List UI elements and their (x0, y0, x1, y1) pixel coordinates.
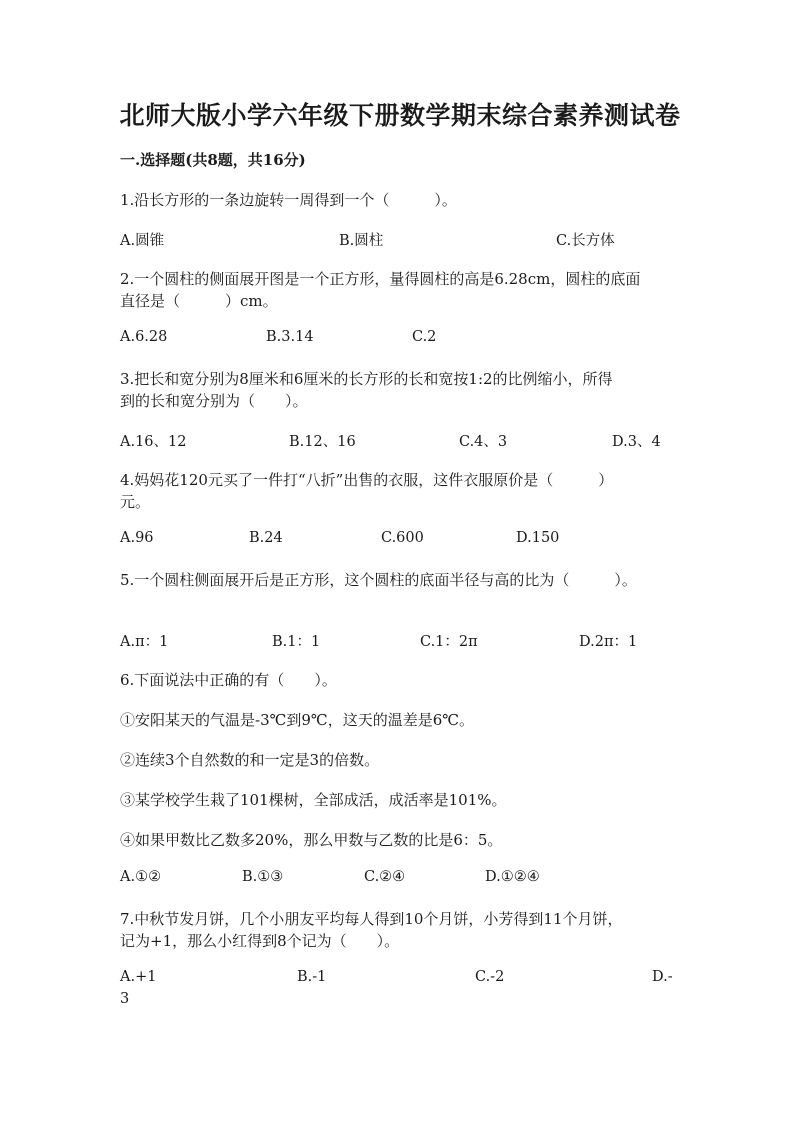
question-7-text-line-1: 7.中秋节发月饼，几个小朋友平均每人得到10个月饼，小芳得到11个月饼， (120, 910, 623, 928)
question-5-text: 5.一个圆柱侧面展开后是正方形，这个圆柱的底面半径与高的比为（ ）。 (120, 571, 637, 589)
question-5-option-d: D.2π：1 (579, 634, 638, 650)
question-4-option-b: B.24 (249, 530, 283, 546)
question-3-text-line-2: 到的长和宽分别为（ ）。 (120, 392, 308, 410)
question-4-option-c: C.600 (381, 530, 424, 546)
question-2-text-line-2: 直径是（ ）cm。 (120, 292, 278, 310)
question-4-text-line-1: 4.妈妈花120元买了一件打“八折”出售的衣服，这件衣服原价是（ ） (120, 471, 614, 489)
question-4-option-a: A.96 (120, 530, 154, 546)
question-7-option-c: C.-2 (475, 969, 505, 985)
question-3-text-line-1: 3.把长和宽分别为8厘米和6厘米的长方形的长和宽按1:2的比例缩小，所得 (120, 370, 613, 388)
question-7-option-a: A.+1 (120, 969, 157, 985)
question-5-option-c: C.1：2π (420, 634, 478, 650)
question-5-option-a: A.π：1 (120, 634, 169, 650)
question-6-option-a: A.①② (120, 869, 162, 885)
question-7-option-d: D.- (652, 969, 673, 985)
question-1-option-c: C.长方体 (556, 233, 615, 249)
question-2-option-a: A.6.28 (120, 329, 168, 345)
question-7-option-d-wrap: 3 (120, 991, 130, 1007)
question-7-option-b: B.-1 (297, 969, 327, 985)
question-1-text: 1.沿长方形的一条边旋转一周得到一个（ ）。 (120, 191, 457, 209)
section-heading: 一.选择题(共8题，共16分) (120, 151, 306, 169)
question-7-text-line-2: 记为+1，那么小红得到8个记为（ ）。 (120, 932, 400, 950)
question-4-option-d: D.150 (516, 530, 560, 546)
question-3-option-c: C.4、3 (459, 434, 508, 450)
question-6-text: 6.下面说法中正确的有（ ）。 (120, 671, 337, 689)
question-1-option-b: B.圆柱 (339, 233, 384, 249)
question-6-statement-3: ③某学校学生栽了101棵树，全部成活，成活率是101%。 (120, 791, 507, 809)
question-3-option-b: B.12、16 (289, 434, 356, 450)
question-5-option-b: B.1：1 (272, 634, 321, 650)
question-2-text-line-1: 2.一个圆柱的侧面展开图是一个正方形，量得圆柱的高是6.28cm，圆柱的底面 (120, 270, 641, 288)
question-4-text-line-2: 元。 (120, 493, 151, 511)
page-title: 北师大版小学六年级下册数学期末综合素养测试卷 (119, 101, 681, 130)
question-6-statement-4: ④如果甲数比乙数多20%，那么甲数与乙数的比是6：5。 (120, 831, 503, 849)
question-3-option-d: D.3、4 (612, 434, 661, 450)
question-3-option-a: A.16、12 (120, 434, 187, 450)
question-2-option-c: C.2 (412, 329, 437, 345)
question-2-option-b: B.3.14 (266, 329, 314, 345)
question-6-statement-2: ②连续3个自然数的和一定是3的倍数。 (120, 751, 380, 769)
question-1-option-a: A.圆锥 (120, 233, 165, 249)
question-6-option-c: C.②④ (364, 869, 406, 885)
question-6-statement-1: ①安阳某天的气温是-3℃到9℃，这天的温差是6℃。 (120, 711, 475, 729)
question-6-option-d: D.①②④ (485, 869, 540, 885)
question-6-option-b: B.①③ (242, 869, 284, 885)
